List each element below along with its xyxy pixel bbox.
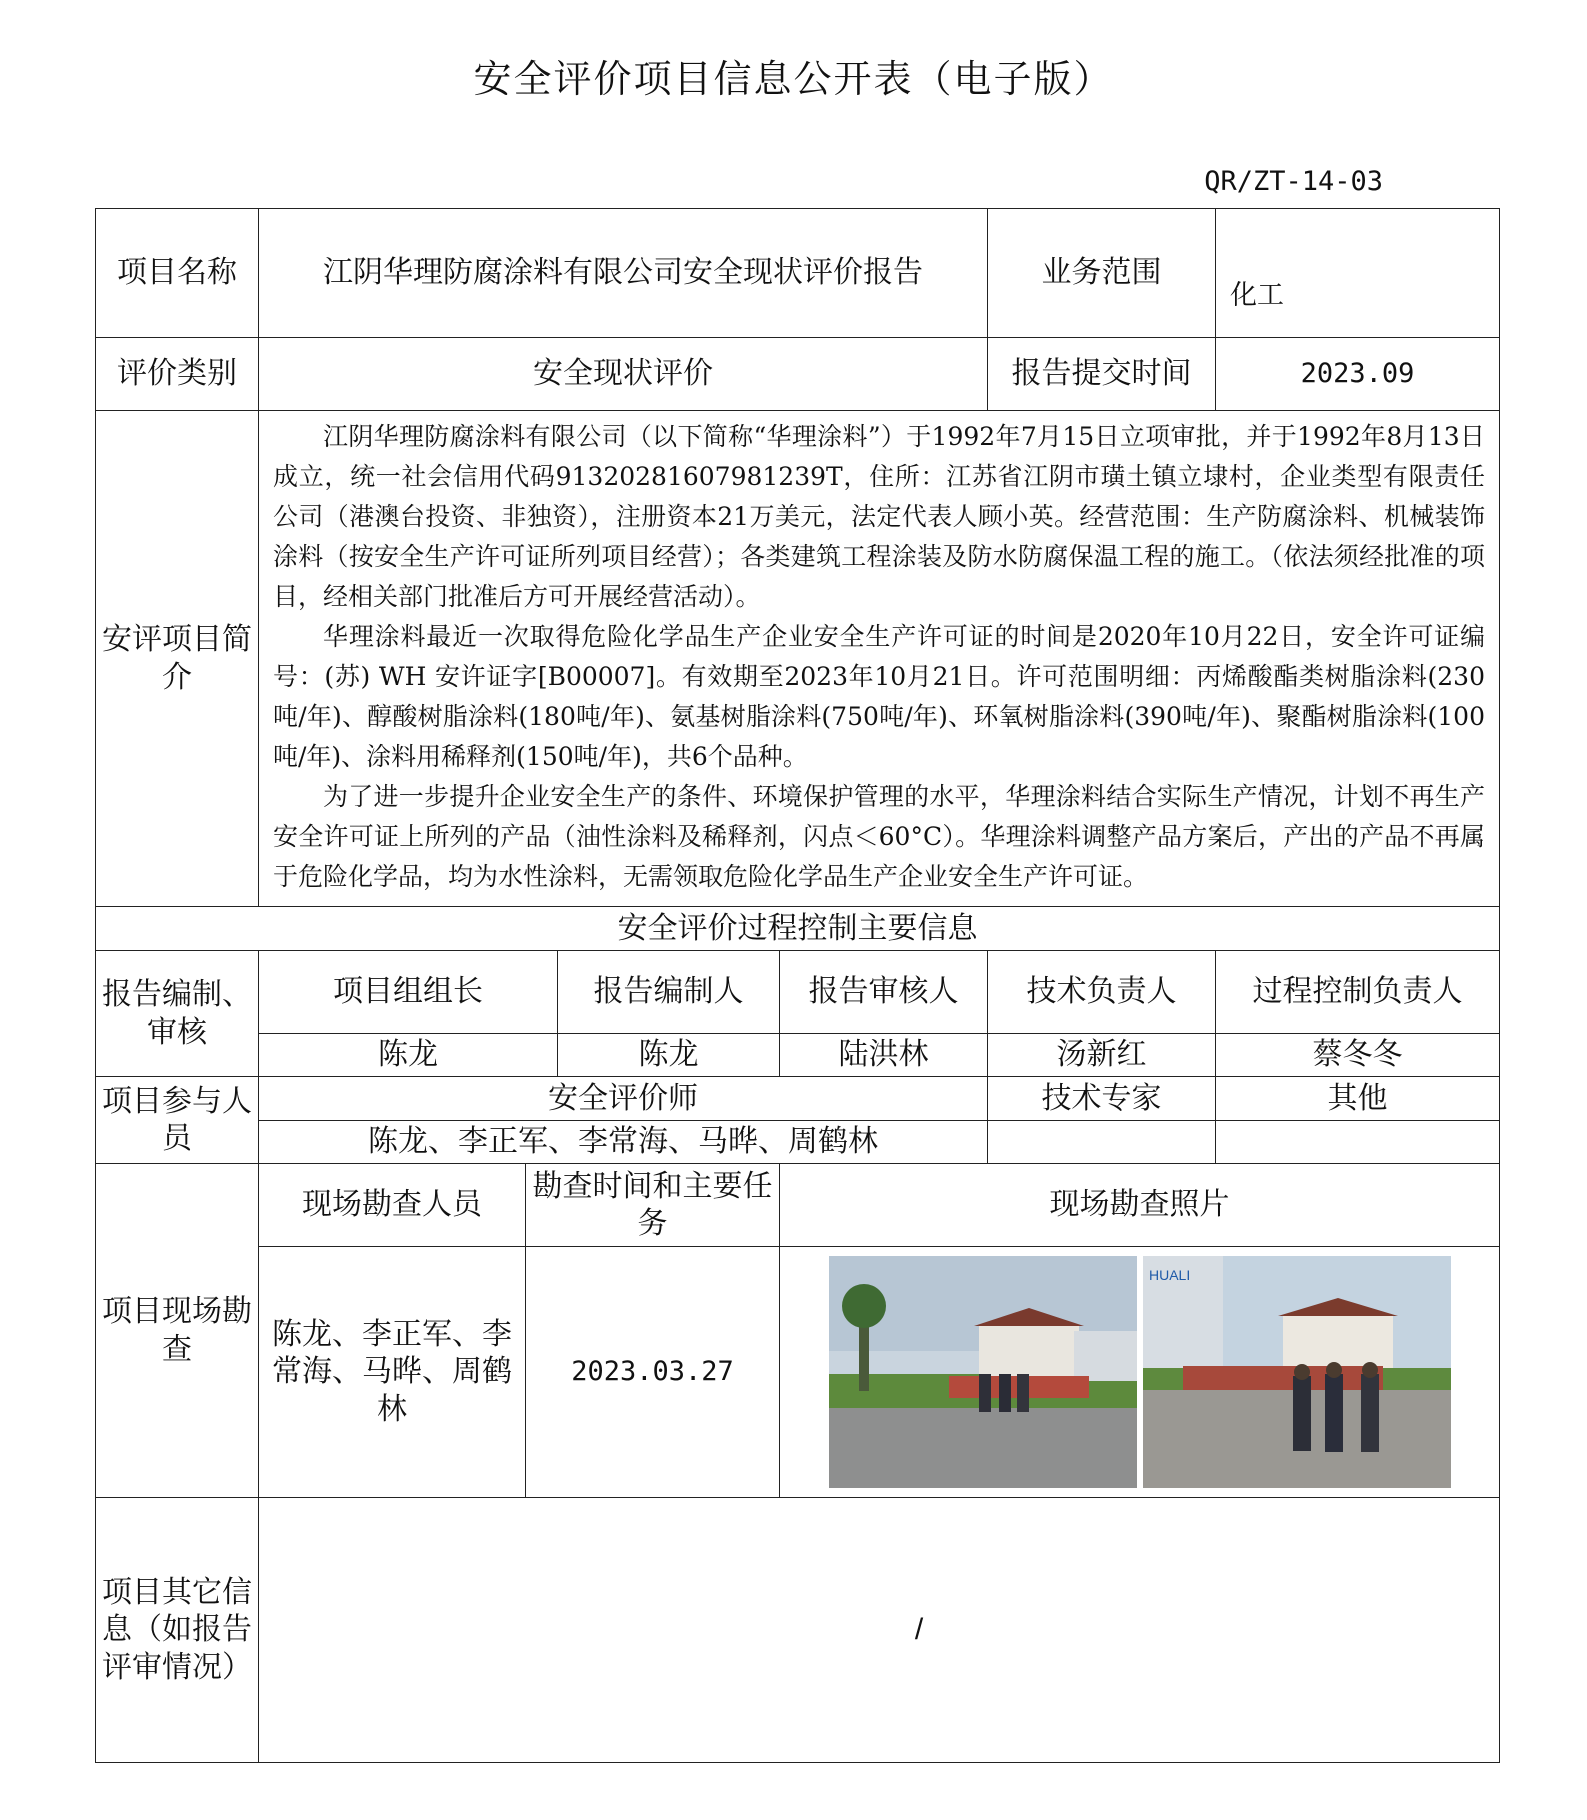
expert-value [988,1121,1216,1164]
expert-label: 技术专家 [988,1077,1216,1121]
scope-label: 业务范围 [988,209,1216,338]
site-photo-2 [1143,1256,1451,1488]
other-value [1216,1121,1500,1164]
intro-label: 安评项目简介 [96,411,259,907]
project-name-value: 江阴华理防腐涂料有限公司安全现状评价报告 [259,209,988,338]
project-name-label: 项目名称 [96,209,259,338]
person-leader: 陈龙 [259,1034,558,1077]
site-staff-header: 现场勘查人员 [259,1164,526,1247]
role-tech-lead: 技术负责人 [988,951,1216,1034]
site-photo-header: 现场勘查照片 [780,1164,1500,1247]
site-photo-1 [829,1256,1137,1488]
category-value: 安全现状评价 [259,338,988,411]
role-writer: 报告编制人 [558,951,780,1034]
role-leader: 项目组组长 [259,951,558,1034]
evaluators: 陈龙、李正军、李常海、马晔、周鹤林 [259,1121,988,1164]
process-section-title: 安全评价过程控制主要信息 [96,907,1500,951]
participants-label: 项目参与人员 [96,1077,259,1164]
photo-sign-text: HUALI [1148,1267,1190,1283]
intro-paragraph: 为了进一步提升企业安全生产的条件、环境保护管理的水平，华理涂料结合实际生产情况，计划不再生产安全许可证上所列的产品（油性涂料及稀释剂，闪点＜60°C）。华理涂料调整产品方案后，产出的产品不再属于危险化学品，均为水性涂料，无需领取危险化学品生产企业安全生产许可证。 [273,782,1485,891]
report-label: 报告编制、审核 [96,951,259,1077]
person-writer: 陈龙 [558,1034,780,1077]
scope-value: 化工 [1216,209,1500,338]
submit-time-label: 报告提交时间 [988,338,1216,411]
person-reviewer: 陆洪林 [780,1034,988,1077]
person-tech-lead: 汤新红 [988,1034,1216,1077]
role-process-lead: 过程控制负责人 [1216,951,1500,1034]
document-code: QR/ZT-14-03 [1204,166,1383,197]
site-time-header: 勘查时间和主要任务 [526,1164,780,1247]
role-reviewer: 报告审核人 [780,951,988,1034]
site-label: 项目现场勘查 [96,1164,259,1498]
intro-paragraph: 江阴华理防腐涂料有限公司（以下简称“华理涂料”）于1992年7月15日立项审批，并于1992年8月13日成立，统一社会信用代码91320281607981239T，住所：江苏省江阴市璜土镇立埭村，企业类型有限责任公司（港澳台投资、非独资），注册资本21万美元，法定代表人顾小英。经营范围：生产防腐涂料、机械装饰涂料（按安全生产许可证所列项目经营）；各类建筑工程涂装及防水防腐保温工程的施工。（依法须经批准的项目，经相关部门批准后方可开展经营活动）。 [273,422,1485,611]
other-info-label: 项目其它信息（如报告评审情况） [96,1498,259,1763]
intro-paragraph: 华理涂料最近一次取得危险化学品生产企业安全生产许可证的时间是2020年10月22日，安全许可证编号：(苏) WH 安许证字[B00007]。有效期至2023年10月21日。许可范围明细：丙烯酸酯类树脂涂料(230吨/年)、醇酸树脂涂料(180吨/年)、氨基树脂涂料(750吨/年)、环氧树脂涂料(390吨/年)、聚酯树脂涂料(100吨/年)、涂料用稀释剂(150吨/年)，共6个品种。 [273,622,1485,771]
site-staff: 陈龙、李正军、李常海、马晔、周鹤林 [259,1247,526,1498]
other-info-value: / [914,1613,924,1647]
evaluator-label: 安全评价师 [259,1077,988,1121]
info-table [95,208,1500,1763]
category-label: 评价类别 [96,338,259,411]
document-title: 安全评价项目信息公开表（电子版） [473,57,1114,101]
submit-time-value: 2023.09 [1216,338,1500,411]
person-process-lead: 蔡冬冬 [1216,1034,1500,1077]
other-label: 其他 [1216,1077,1500,1121]
site-date: 2023.03.27 [526,1247,780,1498]
site-photos [780,1247,1500,1498]
intro-text [259,411,1500,907]
